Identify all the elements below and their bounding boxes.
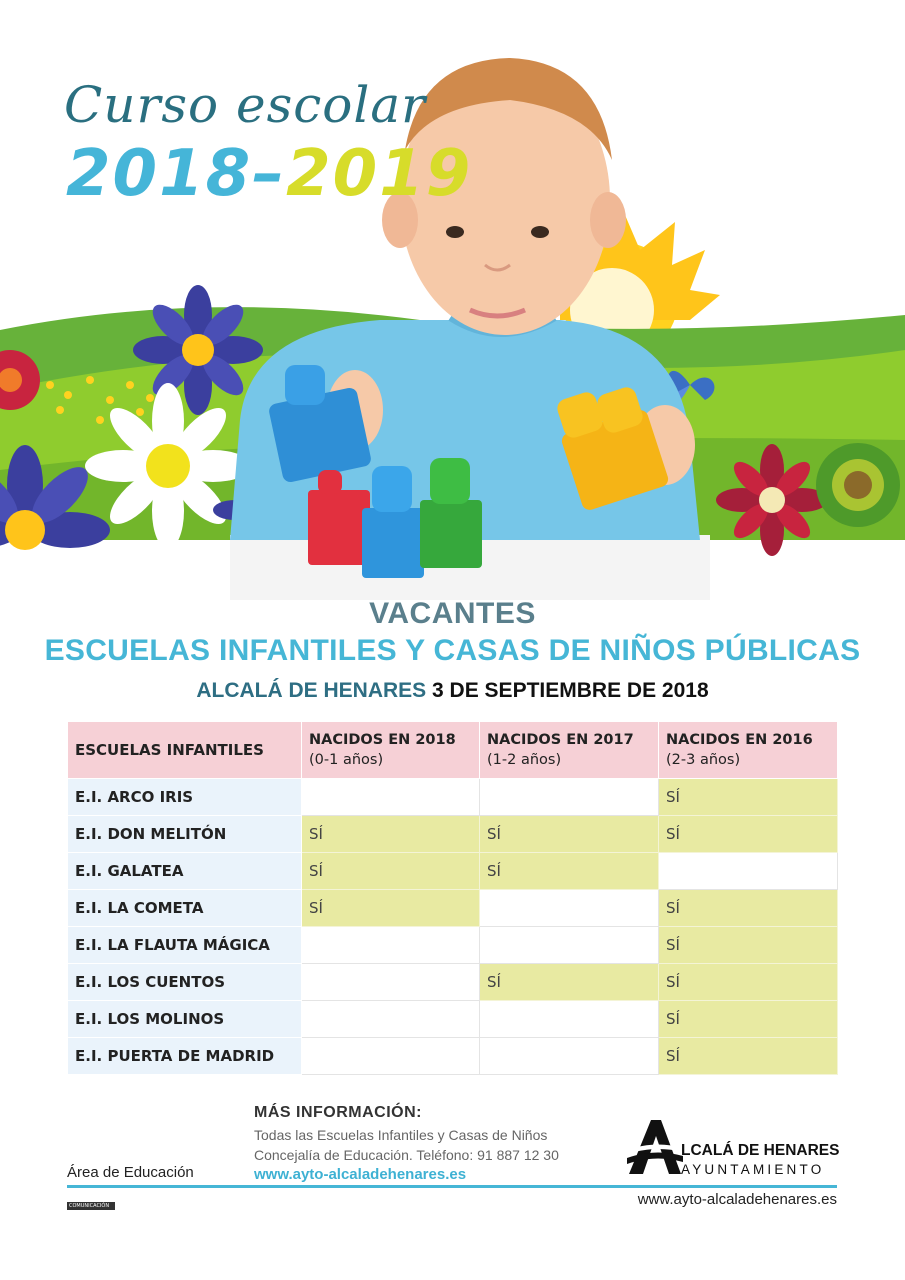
vacancy-cell xyxy=(302,1001,480,1038)
vacancy-cell xyxy=(480,1038,659,1075)
vacancy-cell xyxy=(302,779,480,816)
vacancy-cell: SÍ xyxy=(302,853,480,890)
more-info-phone: Concejalía de Educación. Teléfono: 91 887 12 30 xyxy=(254,1147,559,1163)
vacancy-cell: SÍ xyxy=(659,1038,838,1075)
vacancies-table xyxy=(67,721,838,1075)
vacancy-cell xyxy=(302,1038,480,1075)
table-row xyxy=(68,779,838,816)
table-row xyxy=(68,853,838,890)
vacancy-cell xyxy=(480,890,659,927)
year-end: 2019 xyxy=(286,137,473,211)
footer-divider xyxy=(67,1185,837,1188)
school-name: E.I. ARCO IRIS xyxy=(68,779,302,816)
vacancy-cell: SÍ xyxy=(480,816,659,853)
year-start: 2018 xyxy=(66,137,253,211)
vacancy-cell xyxy=(302,964,480,1001)
year-dash: – xyxy=(252,137,287,211)
vacancy-cell: SÍ xyxy=(659,890,838,927)
alcala-logo xyxy=(627,1118,842,1180)
table-header-row xyxy=(68,722,838,779)
vacancy-cell: SÍ xyxy=(480,853,659,890)
school-year-title: Curso escolar xyxy=(64,76,427,134)
vacancy-cell: SÍ xyxy=(659,927,838,964)
school-name: E.I. LOS CUENTOS xyxy=(68,964,302,1001)
vacancy-cell: SÍ xyxy=(659,1001,838,1038)
comunicacion-logo-text: COMUNICACIÓN xyxy=(69,1203,110,1209)
more-info-title: MÁS INFORMACIÓN: xyxy=(254,1104,422,1121)
school-year-range xyxy=(66,137,473,211)
comunicacion-logo xyxy=(67,1196,115,1212)
logo-a-icon xyxy=(627,1118,683,1176)
column-header-2016: NACIDOS EN 2016 (2-3 años) xyxy=(659,722,838,779)
logo-city-name: LCALÁ DE HENARES xyxy=(681,1142,840,1159)
column-header-2017: NACIDOS EN 2017 (1-2 años) xyxy=(480,722,659,779)
table-row xyxy=(68,927,838,964)
city-name: ALCALÁ DE HENARES xyxy=(196,679,427,702)
vacancy-cell: SÍ xyxy=(480,964,659,1001)
table-row xyxy=(68,890,838,927)
more-info-block xyxy=(254,1103,559,1185)
more-info-line: Todas las Escuelas Infantiles y Casas de Niños xyxy=(254,1127,548,1143)
vacancy-cell xyxy=(302,927,480,964)
vacancy-cell xyxy=(659,853,838,890)
school-name: E.I. PUERTA DE MADRID xyxy=(68,1038,302,1075)
school-name: E.I. DON MELITÓN xyxy=(68,816,302,853)
column-header-schools: ESCUELAS INFANTILES xyxy=(68,722,302,779)
vacancy-cell xyxy=(480,927,659,964)
table-row xyxy=(68,816,838,853)
footer-website-link[interactable]: www.ayto-alcaladehenares.es xyxy=(637,1191,837,1208)
hero-illustration xyxy=(0,0,905,600)
area-de-educacion: Área de Educación xyxy=(67,1164,194,1181)
heading-location-date xyxy=(0,679,905,703)
logo-ayuntamiento: AYUNTAMIENTO xyxy=(681,1162,825,1177)
vacancy-cell: SÍ xyxy=(302,890,480,927)
table-row xyxy=(68,1001,838,1038)
vacancy-cell: SÍ xyxy=(659,964,838,1001)
table-row xyxy=(68,964,838,1001)
table-row xyxy=(68,1038,838,1075)
heading-escuelas: ESCUELAS INFANTILES Y CASAS DE NIÑOS PÚBLICAS xyxy=(44,634,861,667)
school-name: E.I. LOS MOLINOS xyxy=(68,1001,302,1038)
heading-vacantes: VACANTES xyxy=(369,597,536,630)
green-flower-icon xyxy=(816,443,900,527)
publication-date: 3 DE SEPTIEMBRE DE 2018 xyxy=(432,679,709,702)
vacancy-cell xyxy=(480,779,659,816)
table-body xyxy=(68,779,838,1075)
vacancy-cell: SÍ xyxy=(302,816,480,853)
school-name: E.I. LA FLAUTA MÁGICA xyxy=(68,927,302,964)
vacancy-cell: SÍ xyxy=(659,816,838,853)
school-name: E.I. GALATEA xyxy=(68,853,302,890)
vacancy-cell xyxy=(480,1001,659,1038)
school-name: E.I. LA COMETA xyxy=(68,890,302,927)
more-info-website-link[interactable]: www.ayto-alcaladehenares.es xyxy=(254,1166,467,1183)
vacancy-cell: SÍ xyxy=(659,779,838,816)
column-header-2018: NACIDOS EN 2018 (0-1 años) xyxy=(302,722,480,779)
